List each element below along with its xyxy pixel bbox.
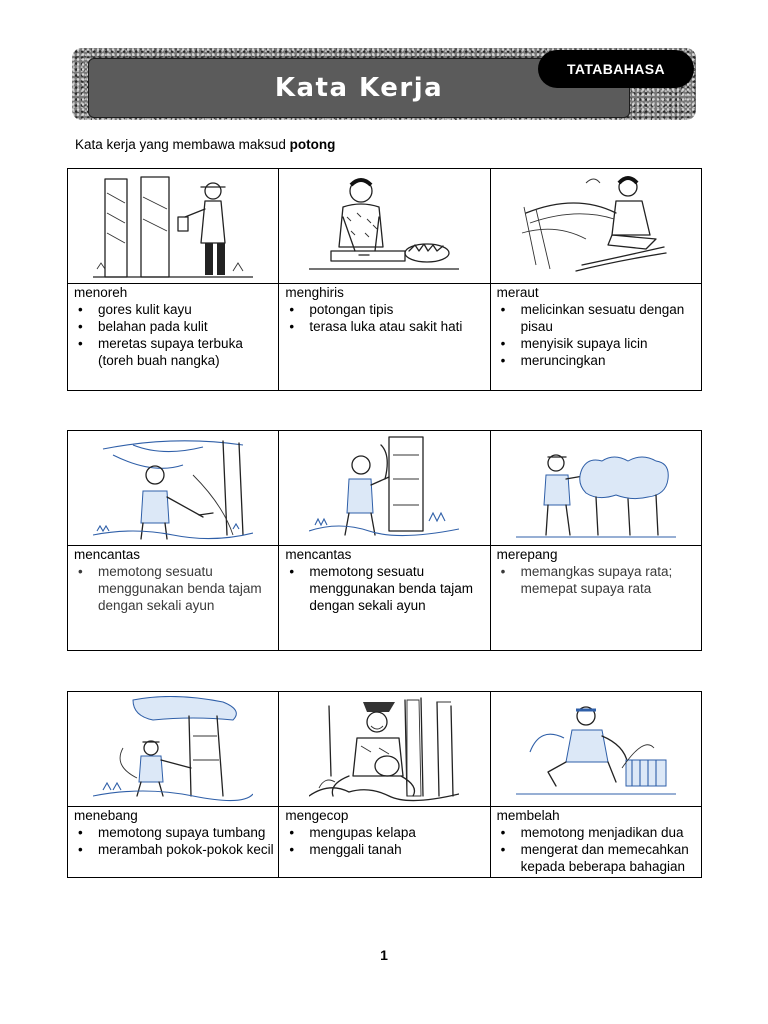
- definition-item: • meruncingkan: [497, 352, 697, 369]
- definition-item: • memangkas supaya rata; memepat supaya rata: [497, 563, 697, 597]
- definition-list: [74, 301, 274, 369]
- image-cell: [490, 169, 701, 284]
- vocab-cell: [279, 807, 490, 878]
- definition-list: [497, 563, 697, 597]
- vocab-cell: [279, 284, 490, 391]
- definition-item: • terasa luka atau sakit hati: [285, 318, 485, 335]
- definition-list: [285, 824, 485, 858]
- vocab-cell: [68, 546, 279, 651]
- image-cell: [68, 431, 279, 546]
- definition-item: • mengerat dan memecahkan kepada beberapa bahagian: [497, 841, 697, 875]
- vocab-cell: [490, 807, 701, 878]
- definition-list: [285, 301, 485, 335]
- section-tag: TATABAHASA: [538, 50, 694, 88]
- vocab-table-2: [67, 430, 702, 651]
- vocab-cell: [279, 546, 490, 651]
- image-cell: [490, 431, 701, 546]
- man-splitting-wood-illustration: [516, 696, 676, 802]
- vocab-term: merepang: [496, 547, 558, 562]
- definition-list: [74, 824, 274, 858]
- definition-item: • meretas supaya terbuka (toreh buah nangka): [74, 335, 274, 369]
- definition-item: • memotong supaya tumbang: [74, 824, 274, 841]
- man-digging-illustration: [309, 696, 459, 802]
- definition-item: • gores kulit kayu: [74, 301, 274, 318]
- rubber-tapping-illustration: [93, 173, 253, 279]
- definition-item: • belahan pada kulit: [74, 318, 274, 335]
- definition-item: • memotong sesuatu menggunakan benda tajam dengan sekali ayun: [285, 563, 485, 614]
- definition-item: • menggali tanah: [285, 841, 485, 858]
- definition-list: [497, 824, 697, 875]
- vocab-term: meraut: [496, 285, 539, 300]
- definition-list: [497, 301, 697, 369]
- vocab-term: mengecop: [285, 808, 349, 823]
- page-number: 1: [380, 947, 388, 963]
- boy-cutting-branch-illustration: [93, 435, 253, 541]
- vocab-cell: [490, 546, 701, 651]
- man-trimming-hedge-illustration: [516, 435, 676, 541]
- vocab-cell: [68, 807, 279, 878]
- definition-item: • potongan tipis: [285, 301, 485, 318]
- definition-item: • memotong menjadikan dua: [497, 824, 697, 841]
- page-title: Kata Kerja: [274, 73, 444, 103]
- image-cell: [68, 169, 279, 284]
- definition-item: • memotong sesuatu menggunakan benda tajam dengan sekali ayun: [74, 563, 274, 614]
- intro-keyword: potong: [289, 137, 336, 152]
- vocab-table-3: [67, 691, 702, 878]
- definition-item: • melicinkan sesuatu dengan pisau: [497, 301, 697, 335]
- vocab-term: membelah: [496, 808, 560, 823]
- woman-slicing-illustration: [309, 173, 459, 279]
- vocab-term: mencantas: [285, 547, 352, 562]
- definition-list: [74, 563, 274, 614]
- image-cell: [490, 692, 701, 807]
- image-cell: [279, 692, 490, 807]
- definition-list: [285, 563, 485, 614]
- vocab-cell: [490, 284, 701, 391]
- vocab-term: menoreh: [74, 285, 128, 300]
- definition-item: • merambah pokok-pokok kecil: [74, 841, 274, 858]
- definition-item: • menyisik supaya licin: [497, 335, 697, 352]
- vocab-term: menebang: [74, 808, 138, 823]
- woman-shaving-bamboo-illustration: [516, 173, 676, 279]
- intro-text: Kata kerja yang membawa maksud: [75, 137, 286, 152]
- intro-line: [75, 137, 335, 152]
- vocab-term: menghiris: [285, 285, 344, 300]
- boy-slashing-tree-illustration: [309, 435, 459, 541]
- definition-item: • mengupas kelapa: [285, 824, 485, 841]
- vocab-term: mencantas: [74, 547, 141, 562]
- man-felling-tree-illustration: [93, 696, 253, 802]
- vocab-table-1: [67, 168, 702, 391]
- image-cell: [279, 169, 490, 284]
- image-cell: [68, 692, 279, 807]
- image-cell: [279, 431, 490, 546]
- vocab-cell: [68, 284, 279, 391]
